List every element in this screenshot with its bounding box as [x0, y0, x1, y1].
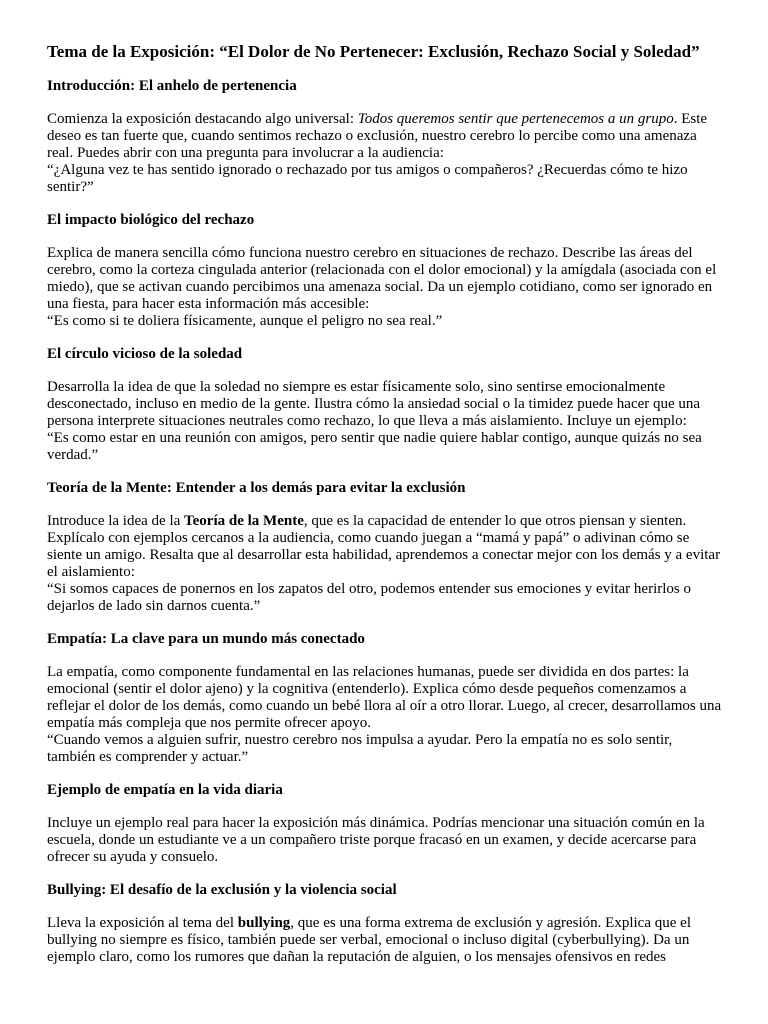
section-quote: “Si somos capaces de ponernos en los zapatos del otro, podemos entender sus emociones y evitar herirlos o dejarlos de lado sin darnos cuenta.”: [47, 581, 691, 614]
section-quote: “Cuando vemos a alguien sufrir, nuestro cerebro nos impulsa a ayudar. Pero la empatía no es solo sentir, también es comprender y actuar.”: [47, 732, 673, 765]
document-title: Tema de la Exposición: “El Dolor de No Pertenecer: Exclusión, Rechazo Social y Soledad”: [47, 42, 700, 61]
section-quote: “Es como si te doliera físicamente, aunque el peligro no sea real.”: [47, 313, 443, 329]
section-quote: “Es como estar en una reunión con amigos, pero sentir que nadie quiere hablar contigo, aunque quizás no sea verdad.”: [47, 430, 702, 463]
section-heading: El impacto biológico del rechazo: [47, 212, 255, 228]
section-paragraph: Comienza la exposición destacando algo universal: Todos queremos sentir que pertenecemos a un grupo. Este deseo es tan fuerte que, cuando sentimos rechazo o exclusión, nuestro cerebro lo percibe como una amenaza real. Puedes abrir con una pregunta para involucrar a la audiencia: “¿Alguna vez te has sentido ignorado o rechazado por tus amigos o compañeros? ¿Recuerdas cómo te hizo sentir?”: [47, 111, 708, 195]
bold-term: bullying: [237, 915, 291, 931]
section-heading: Teoría de la Mente: Entender a los demás para evitar la exclusión: [47, 480, 466, 496]
section-paragraph: Desarrolla la idea de que la soledad no siempre es estar físicamente solo, sino sentirse emocionalmente desconectado, incluso en medio de la gente. Ilustra cómo la ansiedad social o la timidez puede hacer que una persona interprete situaciones neutrales como rechazo, lo que lleva a más aislamiento. Incluye un ejemplo: “Es como estar en una reunión con amigos, pero sentir que nadie quiere hablar contigo, aunque quizás no sea verdad.”: [47, 379, 702, 463]
section-heading: El círculo vicioso de la soledad: [47, 346, 243, 362]
section-paragraph: Incluye un ejemplo real para hacer la exposición más dinámica. Podrías mencionar una situación común en la escuela, donde un estudiante ve a un compañero triste porque fracasó en un examen, y decide acercarse para ofrecer su ayuda y consuelo.: [47, 815, 705, 865]
section-empatia: [47, 631, 722, 766]
section-introduccion: [47, 78, 722, 196]
section-heading: Ejemplo de empatía en la vida diaria: [47, 782, 283, 798]
section-paragraph: Introduce la idea de la Teoría de la Mente, que es la capacidad de entender lo que otros piensan y sienten. Explícalo con ejemplos cercanos a la audiencia, como cuando juegan a “mamá y papá” o adivinan cómo se siente un amigo. Resalta que al desarrollar esta habilidad, aprendemos a conectar mejor con los demás y a evitar el aislamiento: “Si somos capaces de ponernos en los zapatos del otro, podemos entender sus emociones y evitar herirlos o dejarlos de lado sin darnos cuenta.”: [47, 513, 721, 614]
section-paragraph: Lleva la exposición al tema del bullying, que es una forma extrema de exclusión y agresión. Explica que el bullying no siempre es físico, también puede ser verbal, emocional o incluso digital (cyberbullying). Da un ejemplo claro, como los rumores que dañan la reputación de alguien, o los mensajes ofensivos en redes: [47, 915, 691, 965]
section-ejemplo-empatia: [47, 782, 722, 866]
bold-term: Teoría de la Mente: [184, 513, 304, 529]
emphasis-text: Todos queremos sentir que pertenecemos a un grupo: [357, 111, 674, 127]
section-teoria-mente: [47, 480, 722, 615]
section-paragraph: Explica de manera sencilla cómo funciona nuestro cerebro en situaciones de rechazo. Describe las áreas del cerebro, como la corteza cingulada anterior (relacionada con el dolor emocional) y la amígdala (asociada con el miedo), que se activan cuando percibimos una amenaza social. Da un ejemplo cotidiano, como ser ignorado en una fiesta, para hacer esta información más accesible: “Es como si te doliera físicamente, aunque el peligro no sea real.”: [47, 245, 717, 329]
section-paragraph: La empatía, como componente fundamental en las relaciones humanas, puede ser dividida en dos partes: la emocional (sentir el dolor ajeno) y la cognitiva (entenderlo). Explica cómo desde pequeños comenzamos a reflejar el dolor de los demás, como cuando un bebé llora al oír a otro llorar. Luego, al crecer, desarrollamos una empatía más compleja que nos permite ofrecer apoyo. “Cuando vemos a alguien sufrir, nuestro cerebro nos impulsa a ayudar. Pero la empatía no es solo sentir, también es comprender y actuar.”: [47, 664, 722, 765]
section-heading: Introducción: El anhelo de pertenencia: [47, 78, 297, 94]
section-heading: Empatía: La clave para un mundo más conectado: [47, 631, 365, 647]
document-page: [47, 42, 722, 966]
section-impacto-biologico: [47, 212, 722, 330]
section-heading: Bullying: El desafío de la exclusión y la violencia social: [47, 882, 397, 898]
section-bullying: [47, 882, 722, 966]
section-circulo-soledad: [47, 346, 722, 464]
section-quote: “¿Alguna vez te has sentido ignorado o rechazado por tus amigos o compañeros? ¿Recuerdas cómo te hizo sentir?”: [47, 162, 688, 195]
